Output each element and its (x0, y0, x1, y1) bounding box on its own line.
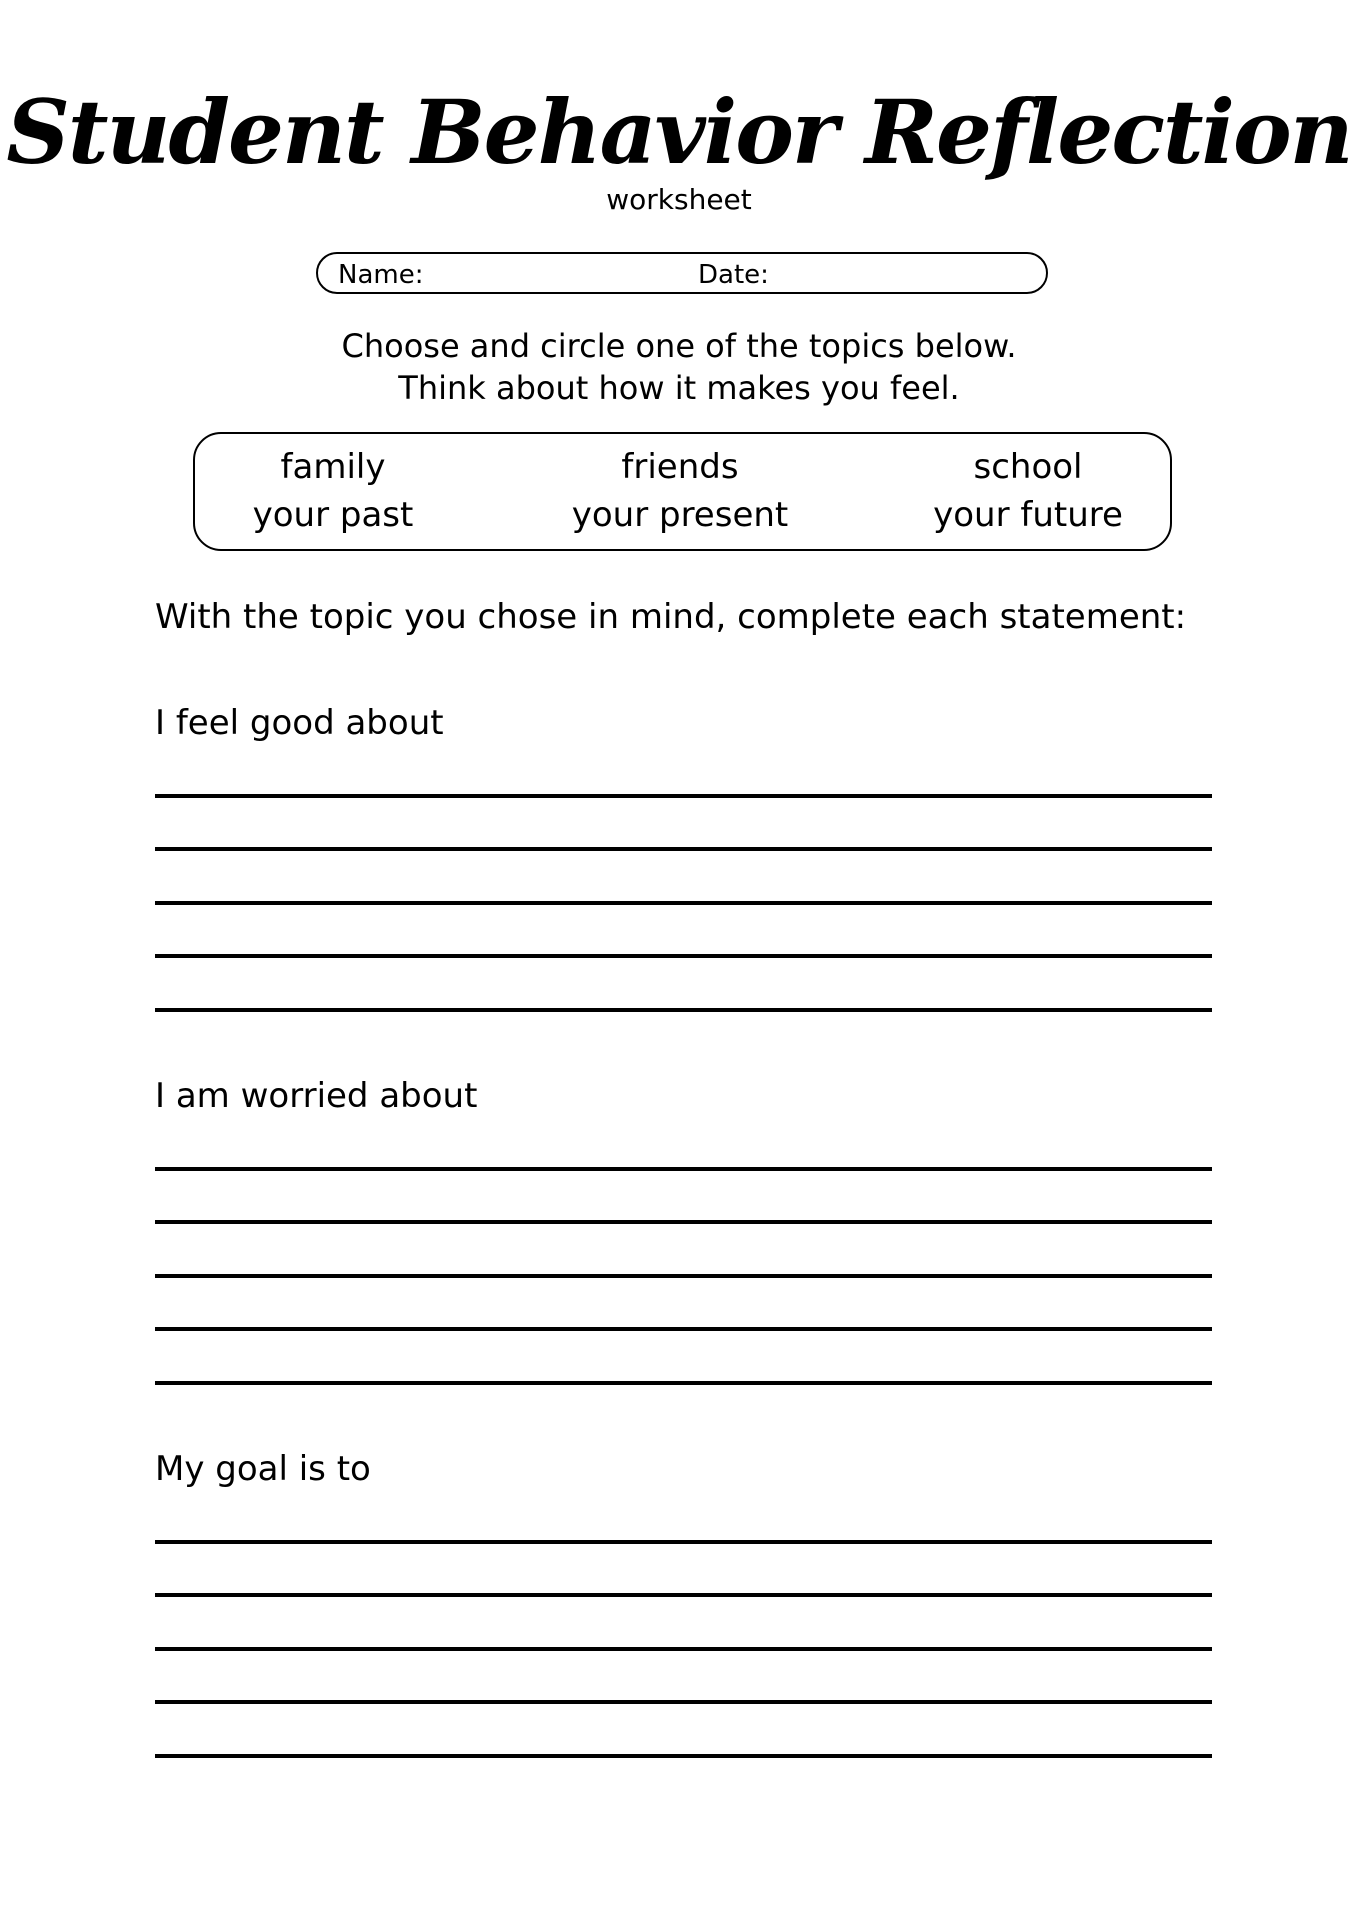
statement-intro: With the topic you chose in mind, complete each statement: (155, 597, 1187, 637)
writing-line[interactable] (155, 954, 1212, 958)
topic-your-future: your future (933, 495, 1123, 535)
writing-line[interactable] (155, 1593, 1212, 1597)
topic-your-past: your past (252, 495, 414, 535)
prompt-feel-good: I feel good about (155, 703, 444, 743)
writing-line[interactable] (155, 1647, 1212, 1651)
writing-line[interactable] (155, 847, 1212, 851)
writing-line[interactable] (155, 901, 1212, 905)
topics-box (193, 432, 1172, 551)
writing-line[interactable] (155, 794, 1212, 798)
writing-line[interactable] (155, 1008, 1212, 1012)
writing-line[interactable] (155, 1220, 1212, 1224)
name-label: Name: (338, 260, 424, 290)
topic-your-present: your present (571, 495, 789, 535)
writing-line[interactable] (155, 1540, 1212, 1544)
writing-line[interactable] (155, 1754, 1212, 1758)
writing-line[interactable] (155, 1381, 1212, 1385)
prompt-goal: My goal is to (155, 1449, 371, 1489)
page-title: Student Behavior Reflection (6, 80, 1352, 184)
writing-line[interactable] (155, 1700, 1212, 1704)
topic-friends: friends (621, 447, 739, 487)
topic-school: school (973, 447, 1083, 487)
page-subtitle: worksheet (606, 183, 752, 216)
instruction-line-2: Think about how it makes you feel. (398, 369, 960, 407)
name-date-box (316, 252, 1048, 294)
writing-line[interactable] (155, 1167, 1212, 1171)
instruction-line-1: Choose and circle one of the topics below. (341, 327, 1017, 365)
date-label: Date: (698, 260, 769, 290)
writing-line[interactable] (155, 1327, 1212, 1331)
writing-line[interactable] (155, 1274, 1212, 1278)
topic-family: family (280, 447, 386, 487)
prompt-worried: I am worried about (155, 1076, 478, 1116)
